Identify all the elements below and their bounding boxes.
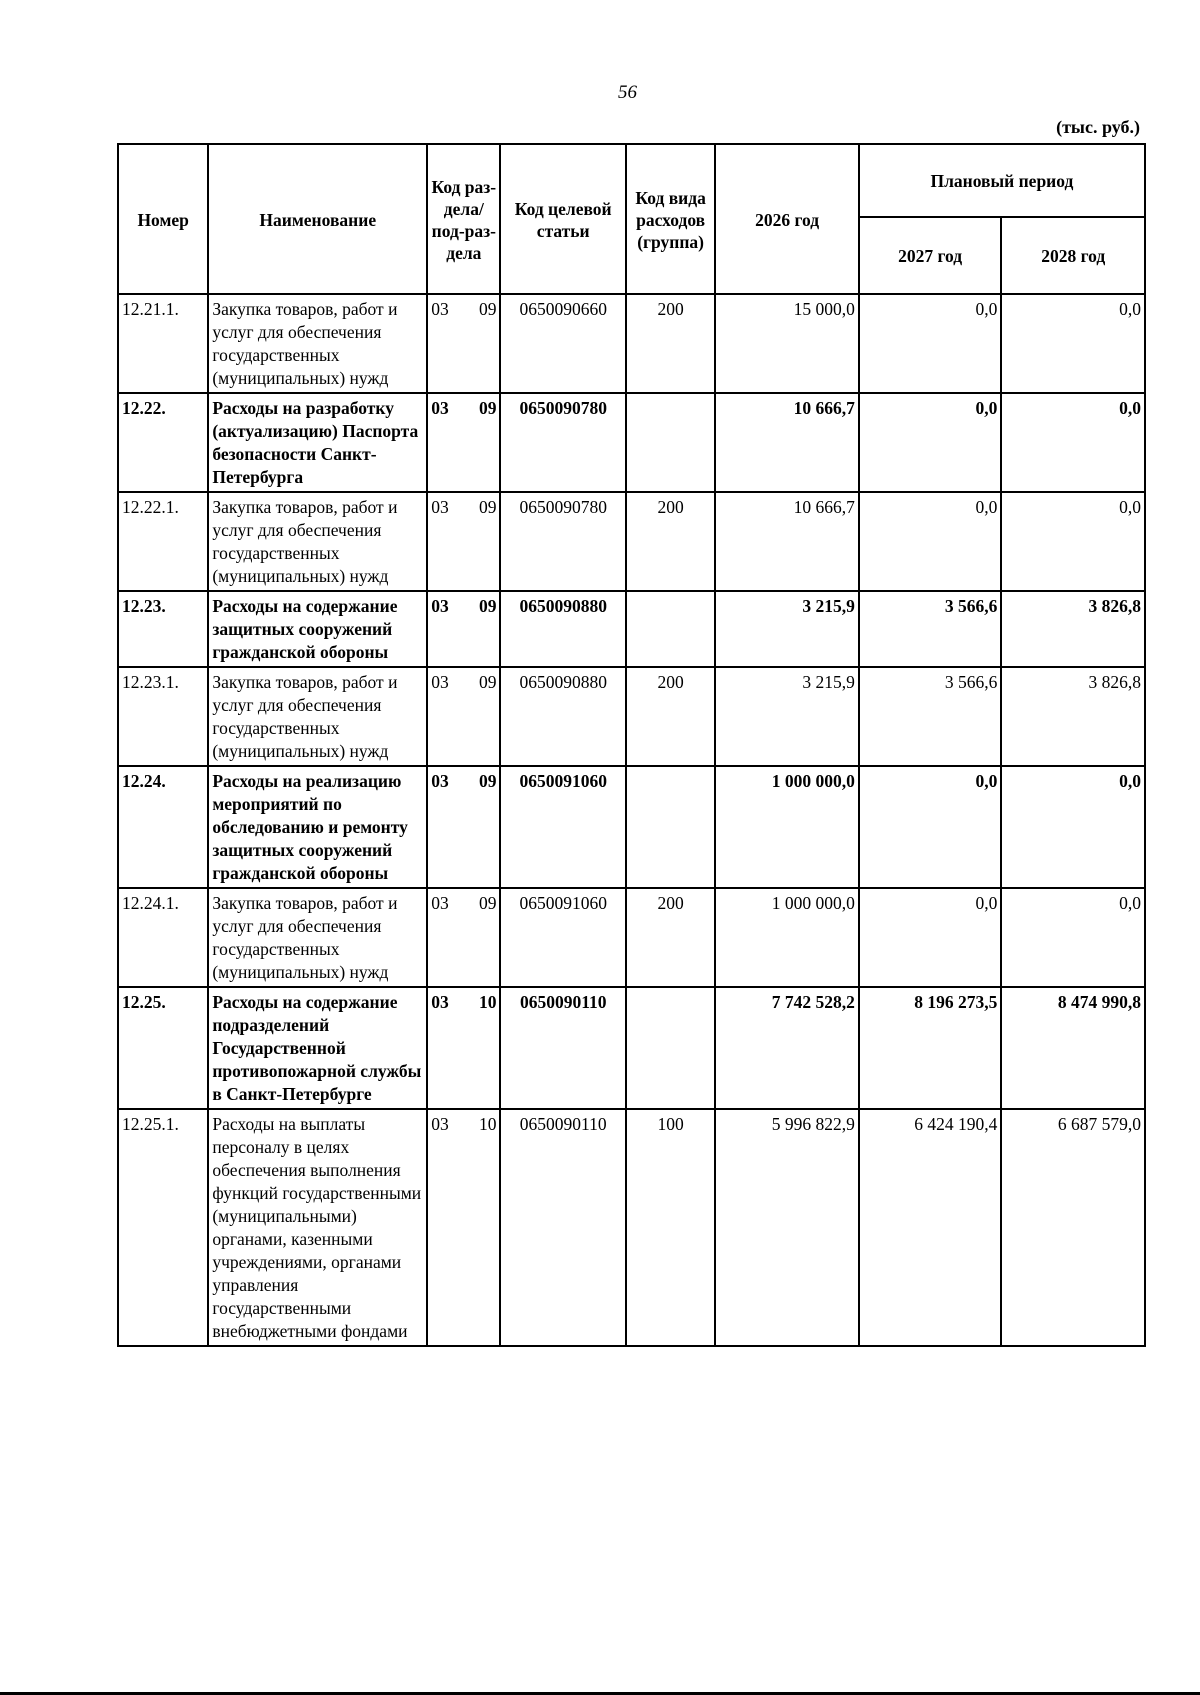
cell-year-2027: 0,0 [859,294,1002,393]
cell-year-2027: 0,0 [859,492,1002,591]
cell-year-2026: 15 000,0 [715,294,859,393]
cell-target: 0650090780 [500,393,625,492]
cell-year-2027: 3 566,6 [859,591,1002,667]
cell-year-2026: 1 000 000,0 [715,888,859,987]
units-label: (тыс. руб.) [1056,117,1140,137]
cell-subsection-code: 10 [478,1114,497,1134]
cell-year-2026: 10 666,7 [715,492,859,591]
cell-year-2028: 0,0 [1001,393,1145,492]
cell-year-2027: 3 566,6 [859,667,1002,766]
table-row [118,492,1145,591]
cell-year-2026: 7 742 528,2 [715,987,859,1109]
cell-section [427,766,500,888]
table-row [118,393,1145,492]
cell-target: 0650090660 [500,294,625,393]
cell-year-2028: 3 826,8 [1001,667,1145,766]
cell-target: 0650090880 [500,667,625,766]
cell-year-2028: 0,0 [1001,294,1145,393]
cell-year-2027: 6 424 190,4 [859,1109,1002,1346]
cell-target: 0650090880 [500,591,625,667]
cell-target: 0650090780 [500,492,625,591]
header-year-2028: 2028 год [1001,217,1145,294]
cell-number: 12.24. [118,766,208,888]
cell-section [427,1109,500,1346]
cell-section [427,667,500,766]
cell-year-2026: 3 215,9 [715,591,859,667]
table-row [118,667,1145,766]
cell-section [427,888,500,987]
cell-year-2027: 8 196 273,5 [859,987,1002,1109]
cell-number: 12.22.1. [118,492,208,591]
cell-number: 12.21.1. [118,294,208,393]
header-number: Номер [118,144,208,294]
header-name: Наименование [208,144,427,294]
table-row [118,1109,1145,1346]
cell-subsection-code: 10 [478,992,497,1012]
cell-year-2028: 8 474 990,8 [1001,987,1145,1109]
cell-section [427,987,500,1109]
cell-section [427,591,500,667]
cell-section-code: 03 [431,299,449,319]
cell-expense-type [626,987,715,1109]
cell-year-2027: 0,0 [859,393,1002,492]
cell-target: 0650090110 [500,987,625,1109]
cell-name: Закупка товаров, работ и услуг для обеспечения государственных (муниципальных) нужд [208,667,427,766]
header-target: Код целевой статьи [500,144,625,294]
cell-name: Закупка товаров, работ и услуг для обеспечения государственных (муниципальных) нужд [208,492,427,591]
cell-name: Расходы на выплаты персоналу в целях обеспечения выполнения функций государственными (муниципальными) органами, казенными учреждениями, органами управления государственными внебюджетными фондами [208,1109,427,1346]
cell-year-2026: 5 996 822,9 [715,1109,859,1346]
cell-subsection-code: 09 [478,299,497,319]
cell-name: Расходы на реализацию мероприятий по обследованию и ремонту защитных сооружений гражданской обороны [208,766,427,888]
cell-section [427,294,500,393]
cell-year-2028: 0,0 [1001,888,1145,987]
cell-section-code: 03 [431,497,449,517]
cell-year-2028: 3 826,8 [1001,591,1145,667]
cell-name: Расходы на разработку (актуализацию) Паспорта безопасности Санкт-Петербурга [208,393,427,492]
cell-number: 12.25.1. [118,1109,208,1346]
cell-expense-type: 200 [626,667,715,766]
cell-section [427,393,500,492]
cell-number: 12.25. [118,987,208,1109]
cell-year-2026: 1 000 000,0 [715,766,859,888]
cell-expense-type [626,591,715,667]
cell-year-2028: 0,0 [1001,492,1145,591]
header-expense-type: Код вида расходов (группа) [626,144,715,294]
cell-section-code: 03 [431,1114,449,1134]
cell-expense-type: 200 [626,294,715,393]
cell-expense-type: 200 [626,492,715,591]
cell-section-code: 03 [431,771,449,791]
cell-expense-type [626,393,715,492]
table-row [118,766,1145,888]
header-section: Код раз-дела/ под-раз-дела [427,144,500,294]
cell-number: 12.22. [118,393,208,492]
table-row [118,987,1145,1109]
cell-section-code: 03 [431,893,449,913]
cell-subsection-code: 09 [478,893,497,913]
cell-subsection-code: 09 [478,497,497,517]
header-year-2026: 2026 год [715,144,859,294]
cell-target: 0650091060 [500,766,625,888]
cell-number: 12.23. [118,591,208,667]
cell-year-2027: 0,0 [859,888,1002,987]
cell-subsection-code: 09 [478,596,497,616]
cell-target: 0650090110 [500,1109,625,1346]
cell-section-code: 03 [431,672,449,692]
cell-target: 0650091060 [500,888,625,987]
cell-expense-type [626,766,715,888]
cell-section-code: 03 [431,398,449,418]
cell-year-2027: 0,0 [859,766,1002,888]
cell-expense-type: 200 [626,888,715,987]
cell-expense-type: 100 [626,1109,715,1346]
table-row [118,888,1145,987]
table-row [118,294,1145,393]
header-year-2027: 2027 год [859,217,1002,294]
cell-name: Расходы на содержание подразделений Государственной противопожарной службы в Санкт-Петербурге [208,987,427,1109]
page-number: 56 [618,82,637,103]
table-row [118,591,1145,667]
table-body [118,294,1145,1346]
cell-name: Расходы на содержание защитных сооружений гражданской обороны [208,591,427,667]
cell-subsection-code: 09 [478,398,497,418]
budget-table [117,143,1146,1347]
cell-year-2028: 0,0 [1001,766,1145,888]
cell-name: Закупка товаров, работ и услуг для обеспечения государственных (муниципальных) нужд [208,888,427,987]
header-planning-period: Плановый период [859,144,1145,217]
cell-subsection-code: 09 [478,672,497,692]
cell-year-2028: 6 687 579,0 [1001,1109,1145,1346]
cell-section-code: 03 [431,992,449,1012]
cell-subsection-code: 09 [478,771,497,791]
cell-section-code: 03 [431,596,449,616]
cell-number: 12.23.1. [118,667,208,766]
cell-name: Закупка товаров, работ и услуг для обеспечения государственных (муниципальных) нужд [208,294,427,393]
cell-number: 12.24.1. [118,888,208,987]
cell-year-2026: 3 215,9 [715,667,859,766]
cell-year-2026: 10 666,7 [715,393,859,492]
cell-section [427,492,500,591]
